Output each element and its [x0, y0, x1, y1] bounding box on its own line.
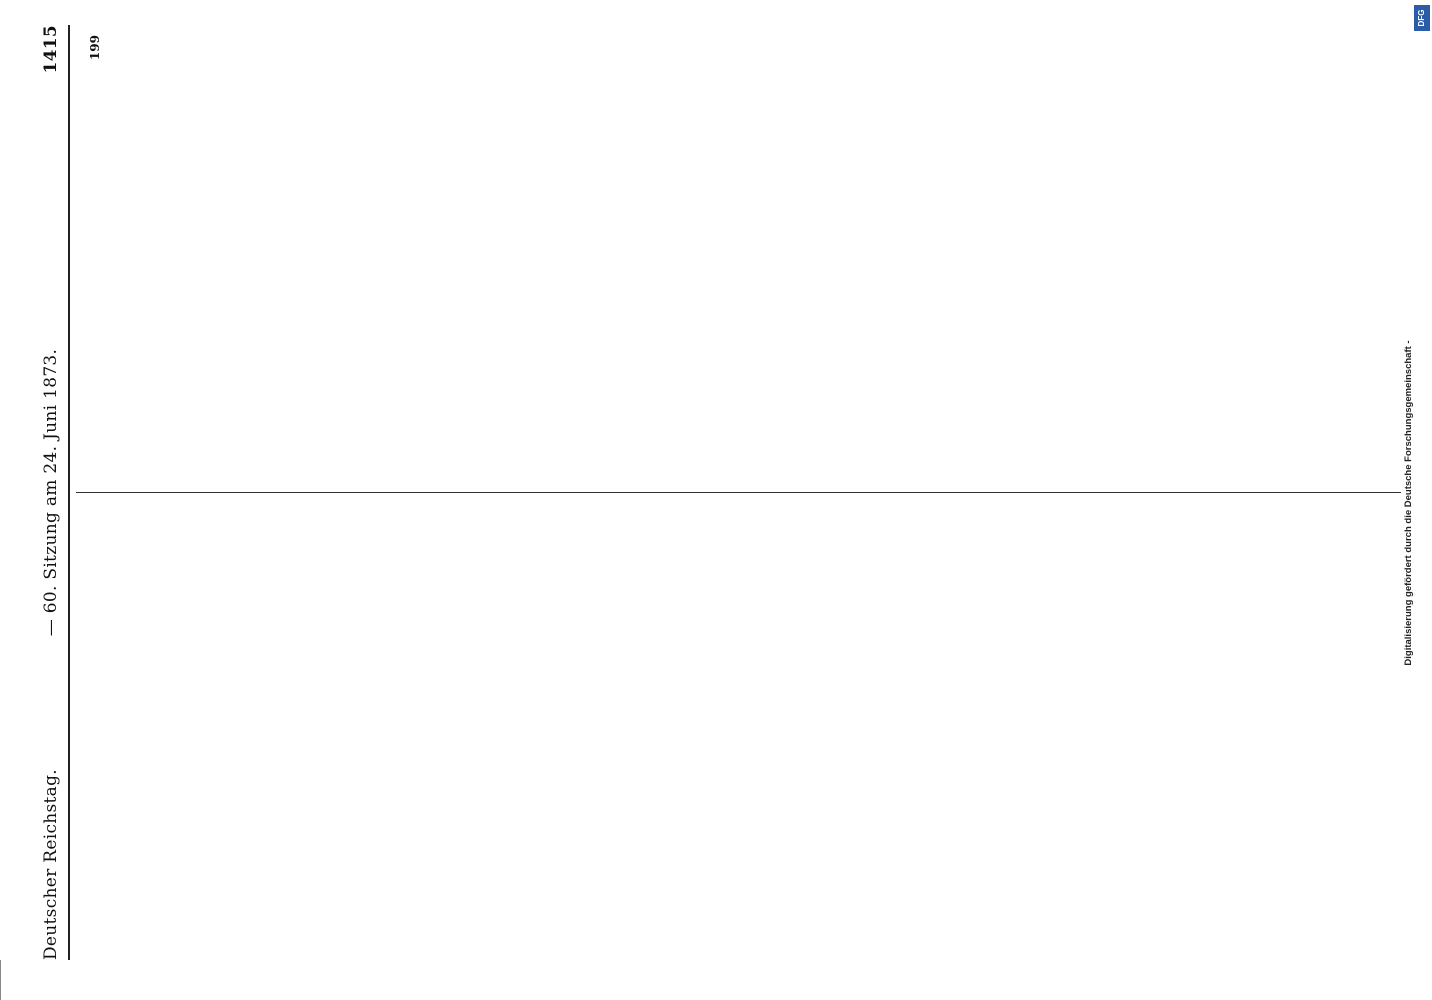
scan-edge-mark [0, 960, 1, 1000]
footer-number: 199 [88, 35, 102, 61]
dfg-credit-note [1398, 38, 1420, 968]
left-column [80, 510, 1390, 945]
page-number: 1415 [41, 25, 61, 74]
dfg-logo [1414, 5, 1430, 31]
header-rule [68, 25, 70, 960]
column-divider [76, 492, 1401, 493]
running-head-session: — 60. Sitzung am 24. Juni 1873. [41, 348, 61, 637]
dfg-credit-text: Digitalisierung gefördert durch die Deutsche Forschungsgemeinschaft - [1403, 340, 1414, 666]
dfg-logo-text: DFG [1417, 9, 1426, 27]
running-head [38, 25, 64, 960]
right-column [80, 35, 1390, 470]
running-head-title: Deutscher Reichstag. [41, 769, 61, 960]
